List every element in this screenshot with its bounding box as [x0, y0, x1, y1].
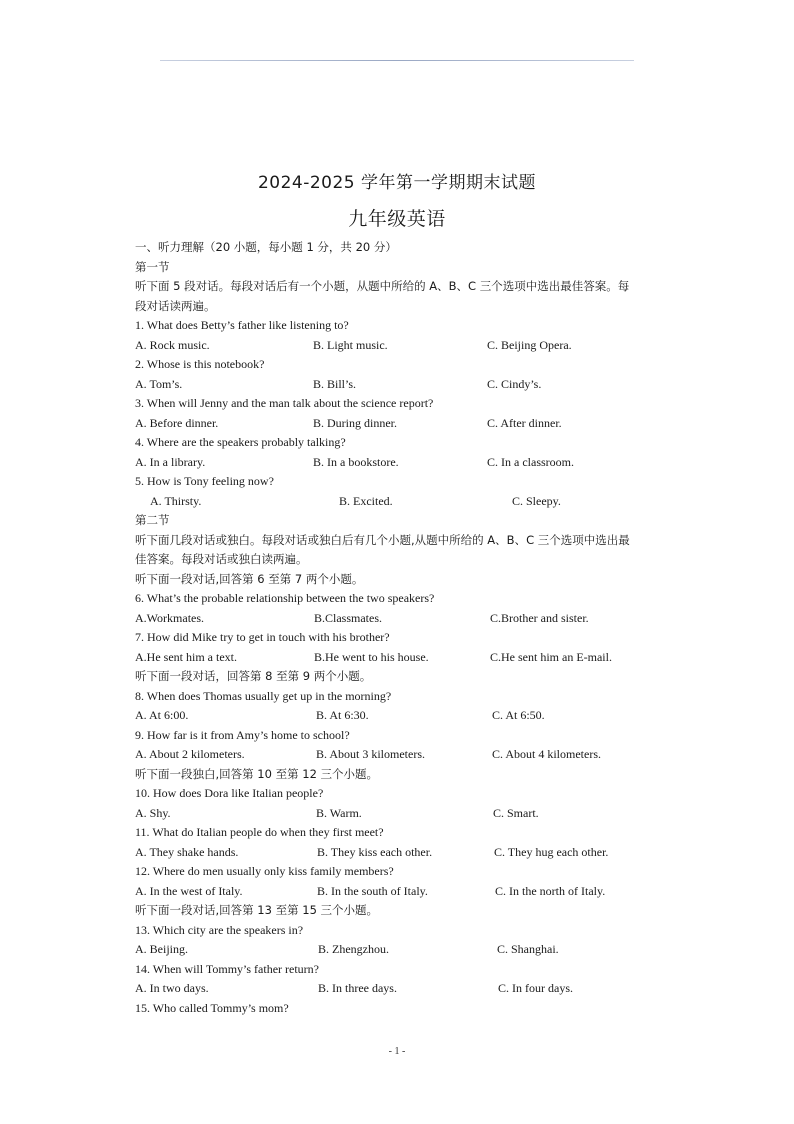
option-a: A. Beijing. [135, 942, 188, 956]
option-a: A. Rock music. [135, 337, 210, 352]
option-a: A. Tom’s. [135, 376, 183, 391]
question-options [135, 609, 635, 629]
page-number: - 1 - [388, 1046, 406, 1057]
question-text: 1. What does Betty’s father like listening to? [135, 318, 349, 332]
question-options [135, 745, 635, 765]
question-options [135, 843, 635, 863]
question-text: 12. Where do men usually only kiss family members? [135, 864, 394, 878]
option-c: C. About 4 kilometers. [492, 747, 601, 761]
option-c: C. Beijing Opera. [487, 337, 572, 352]
question-options [135, 804, 635, 824]
option-b: B. About 3 kilometers. [316, 747, 425, 761]
option-a: A. About 2 kilometers. [135, 747, 245, 761]
question-options [135, 453, 635, 473]
option-c: C. In a classroom. [487, 454, 574, 469]
option-b: B. Zhengzhou. [318, 942, 389, 956]
question-options [135, 492, 635, 512]
exam-content [135, 238, 635, 1018]
listening-prompt: 听下面一段独白,回答第 10 至第 12 三个小题。 [135, 766, 379, 781]
option-c: C. At 6:50. [492, 708, 545, 722]
option-c: C. Cindy’s. [487, 376, 542, 391]
option-c: C.Brother and sister. [490, 610, 589, 625]
question-text: 7. How did Mike try to get in touch with his brother? [135, 630, 390, 644]
option-b: B.He went to his house. [314, 649, 429, 664]
question-options [135, 940, 635, 960]
section-heading: 一、听力理解（20 小题，每小题 1 分，共 20 分） [135, 240, 397, 254]
question-text: 6. What’s the probable relationship between the two speakers? [135, 591, 435, 605]
option-b: B. They kiss each other. [317, 844, 433, 859]
option-a: A. Shy. [135, 805, 171, 820]
question-text: 13. Which city are the speakers in? [135, 922, 304, 937]
option-a: A. In a library. [135, 454, 206, 469]
question-options [135, 375, 635, 395]
question-options [135, 336, 635, 356]
option-a: A. Before dinner. [135, 415, 219, 430]
question-options [135, 648, 635, 668]
exam-subtitle: 九年级英语 [348, 208, 446, 230]
option-b: B. Light music. [313, 337, 388, 352]
question-text: 8. When does Thomas usually get up in the morning? [135, 688, 392, 703]
question-text: 5. How is Tony feeling now? [135, 474, 274, 488]
option-b: B.Classmates. [314, 610, 382, 625]
option-b: B. In a bookstore. [313, 454, 399, 469]
option-c: C. After dinner. [487, 415, 562, 430]
question-options [135, 979, 635, 999]
part-instruction: 听下面几段对话或独白。每段对话或独白后有几个小题,从题中所给的 A、B、C 三个选项中选出最佳答案。每段对话或独白读两遍。 [135, 532, 630, 566]
option-a: A.He sent him a text. [135, 649, 237, 664]
option-b: B. At 6:30. [316, 708, 369, 722]
option-a: A. At 6:00. [135, 708, 189, 722]
option-a: A. In the west of Italy. [135, 883, 243, 898]
option-b: B. Excited. [339, 493, 393, 508]
question-text: 2. Whose is this notebook? [135, 357, 265, 371]
question-options [135, 882, 635, 902]
option-b: B. In three days. [318, 981, 397, 995]
option-a: A. Thirsty. [150, 493, 202, 508]
option-c: C. In the north of Italy. [495, 883, 606, 898]
question-text: 3. When will Jenny and the man talk about the science report? [135, 396, 434, 410]
option-c: C. Sleepy. [512, 493, 561, 508]
question-text: 15. Who called Tommy’s mom? [135, 1000, 289, 1015]
option-c: C.He sent him an E-mail. [490, 649, 612, 664]
option-a: A.Workmates. [135, 610, 205, 625]
listening-prompt: 听下面一段对话,回答第 6 至第 7 两个小题。 [135, 571, 364, 586]
question-options [135, 706, 635, 726]
option-c: C. In four days. [498, 981, 573, 995]
option-c: C. They hug each other. [494, 844, 609, 859]
question-text: 14. When will Tommy’s father return? [135, 961, 320, 976]
top-rule [160, 60, 634, 61]
part-instruction: 听下面 5 段对话。每段对话后有一个小题，从题中所给的 A、B、C 三个选项中选出最佳答案。每段对话读两遍。 [135, 279, 630, 313]
question-text: 9. How far is it from Amy’s home to school? [135, 727, 350, 742]
option-b: B. Bill’s. [313, 376, 357, 391]
exam-title: 2024-2025 学年第一学期期末试题 [257, 173, 537, 193]
part-label: 第二节 [135, 513, 170, 527]
option-a: A. They shake hands. [135, 844, 239, 859]
option-b: B. Warm. [316, 805, 362, 820]
option-b: B. In the south of Italy. [317, 883, 428, 898]
question-text: 4. Where are the speakers probably talking? [135, 435, 346, 449]
option-a: A. In two days. [135, 981, 209, 995]
option-c: C. Smart. [493, 805, 539, 820]
part-label: 第一节 [135, 259, 170, 274]
question-text: 10. How does Dora like Italian people? [135, 786, 324, 800]
listening-prompt: 听下面一段对话，回答第 8 至第 9 两个小题。 [135, 669, 372, 683]
question-options [135, 414, 635, 434]
option-c: C. Shanghai. [497, 942, 559, 956]
question-text: 11. What do Italian people do when they first meet? [135, 825, 384, 839]
listening-prompt: 听下面一段对话,回答第 13 至第 15 三个小题。 [135, 903, 379, 917]
option-b: B. During dinner. [313, 415, 397, 430]
